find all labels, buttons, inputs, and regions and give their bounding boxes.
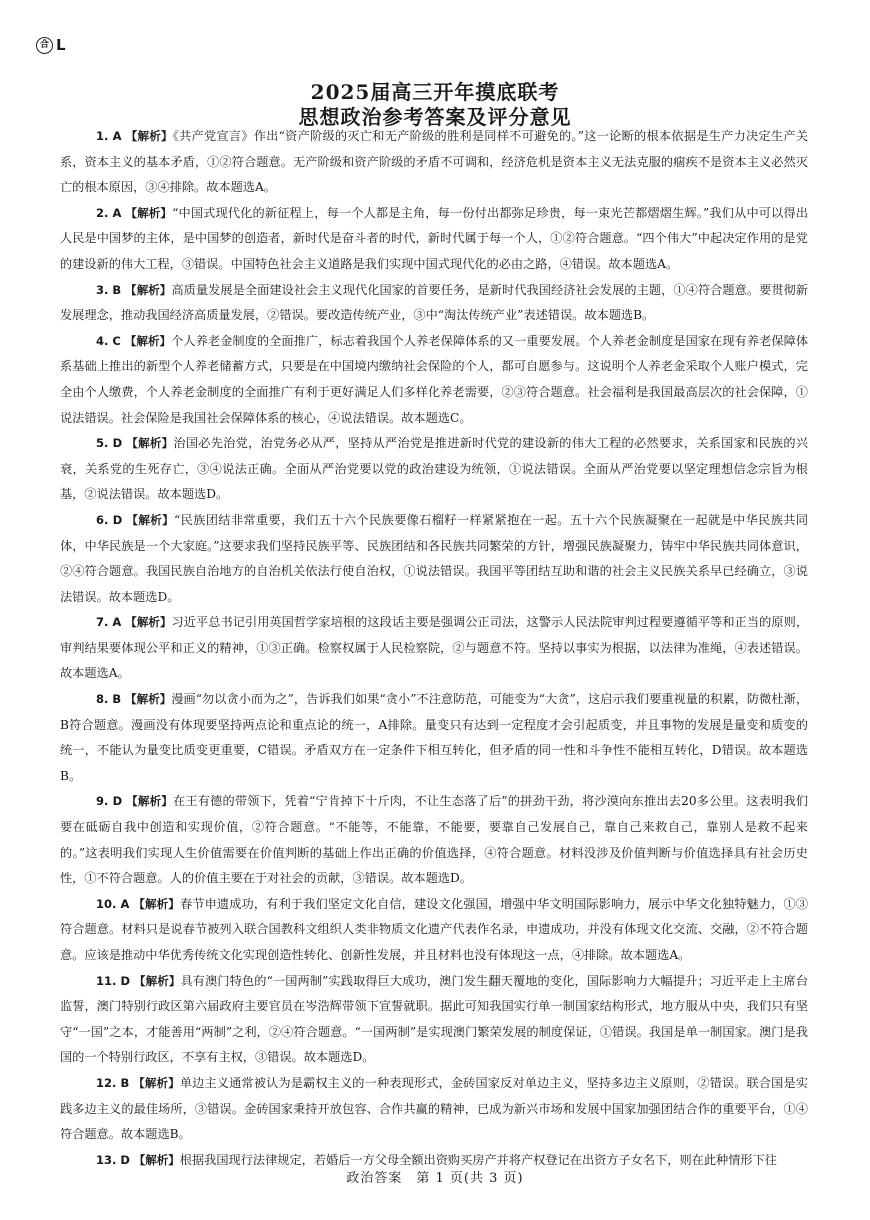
- answer-number: 6. D: [96, 512, 123, 527]
- answer-item: [60, 278, 808, 329]
- analysis-tag: 【解析】: [125, 692, 172, 707]
- answer-item: [60, 329, 808, 431]
- answer-text: “民族团结非常重要，我们五十六个民族要像石榴籽一样紧紧抱在一起。五十六个民族凝聚在一起就是中华民族共同体，中华民族是一个大家庭。”这要求我们坚持民族平等、民族团结和各民族共同繁荣的方针，增强民族凝聚力，铸牢中华民族共同体意识，②④符合题意。我国民族自治地方的自治机关依法行使自治权，①说法错误。我国平等团结互助和谐的社会主义民族关系早已经确立，③说法错误。故本题选D。: [60, 512, 809, 604]
- answer-item: [60, 789, 808, 891]
- answer-number: 10. A: [96, 896, 130, 911]
- answer-item: [60, 610, 808, 687]
- answer-text: 高质量发展是全面建设社会主义现代化国家的首要任务，是新时代我国经济社会发展的主题，①④符合题意。要贯彻新发展理念，推动我国经济高质量发展，②错误。要改造传统产业，③中“淘汰传统产业”表述错误。故本题选B。: [60, 282, 809, 323]
- answer-text: 根据我国现行法律规定，若婚后一方父母全额出资购买房产并将产权登记在出资方子女名下，则在此种情形下往: [179, 1152, 777, 1167]
- answer-item: [60, 969, 808, 1071]
- page-footer: 政治答案 第 1 页(共 3 页): [346, 1171, 524, 1186]
- answer-number: 7. A: [96, 615, 122, 630]
- corner-letter: L: [56, 36, 66, 54]
- analysis-tag: 【解析】: [126, 436, 174, 451]
- answer-number: 11. D: [96, 973, 131, 988]
- answer-item: [60, 892, 808, 969]
- answer-number: 1. A: [96, 129, 122, 143]
- answer-item: [60, 1071, 808, 1148]
- answer-list: [60, 124, 808, 1173]
- analysis-tag: 【解析】: [126, 512, 175, 527]
- answer-number: 8. B: [96, 692, 122, 707]
- answer-item: [60, 124, 808, 201]
- answer-number: 13. D: [96, 1152, 130, 1167]
- answer-item: [60, 431, 808, 508]
- answer-text: 在王有德的带领下，凭着“宁肯掉下十斤肉，不让生态落了后”的拼劲干劲，将沙漠向东推出去20多公里。这表明我们要在砥砺自我中创造和实现价值，②符合题意。“不能等，不能靠，不能要，要靠自己发展自己，靠自己来救自己，靠别人是救不起来的。”这表明我们实现人生价值需要在价值判断的基础上作出正确的价值选择，④符合题意。材料没涉及价值判断与价值选择具有社会历史性，①不符合题意。人的价值主要在于对社会的贡献，③错误。故本题选D。: [60, 794, 809, 886]
- answer-number: 3. B: [96, 282, 122, 297]
- answer-text: 春节申遗成功，有利于我们坚定文化自信，建设文化强国，增强中华文明国际影响力，展示中华文化独特魅力，①③符合题意。材料只是说春节被列入联合国教科文组织人类非物质文化遗产代表作名录，申遗成功，并没有体现文化交流、交融，②不符合题意。应该是推动中华优秀传统文化实现创造性转化、创新性发展，并且材料也没有体现这一点，④排除。故本题选A。: [60, 896, 809, 962]
- answer-text: 习近平总书记引用英国哲学家培根的这段话主要是强调公正司法，这警示人民法院审判过程要遵循平等和正当的原则，审判结果要体现公平和正义的精神，①③正确。检察权属于人民检察院，②与题意不符。坚持以事实为根据，以法律为准绳，④表述错误。故本题选A。: [60, 615, 809, 681]
- answer-text: “中国式现代化的新征程上，每一个人都是主角，每一份付出都弥足珍贵，每一束光芒都熠熠生辉。”我们从中可以得出人民是中国梦的主体，是中国梦的创造者，新时代是奋斗者的时代，新时代属于每一个人，①②符合题意。“四个伟大”中起决定作用的是党的建设新的伟大工程，③错误。中国特色社会主义道路是我们实现中国式现代化的必由之路，④错误。故本题选A。: [60, 205, 809, 271]
- analysis-tag: 【解析】: [125, 129, 173, 143]
- analysis-tag: 【解析】: [134, 973, 181, 988]
- corner-mark: [36, 36, 66, 54]
- answer-number: 5. D: [96, 436, 123, 451]
- answer-number: 12. B: [96, 1075, 130, 1090]
- exam-title: 2025届高三开年摸底联考: [310, 80, 560, 104]
- answer-text: 具有澳门特色的“一国两制”实践取得巨大成功，澳门发生翻天覆地的变化，国际影响力大幅提升；习近平走上主席台监誓，澳门特别行政区第六届政府主要官员在岑浩辉带领下宣誓就职。据此可知我国实行单一制国家结构形式，地方服从中央，我们只有坚守“一国”之本，才能善用“两制”之利，②④符合题意。“一国两制”是实现澳门繁荣发展的制度保证，①错误。我国是单一制国家。澳门是我国的一个特别行政区，不享有主权，③错误。故本题选D。: [60, 973, 809, 1065]
- analysis-tag: 【解析】: [125, 205, 173, 220]
- answer-text: 单边主义通常被认为是霸权主义的一种表现形式，金砖国家反对单边主义，坚持多边主义原则，②错误。联合国是实践多边主义的最佳场所，③错误。金砖国家秉持开放包容、合作共赢的精神，已成为新兴市场和发展中国家加强团结合作的重要平台，①④符合题意。故本题选B。: [60, 1075, 809, 1142]
- answer-text: 治国必先治党，治党务必从严，坚持从严治党是推进新时代党的建设新的伟大工程的必然要求，关系国家和民族的兴衰，关系党的生死存亡，③④说法正确。全面从严治党要以党的政治建设为统领，①说法错误。全面从严治党要以坚定理想信念宗旨为根基，②说法错误。故本题选D。: [60, 436, 809, 502]
- answer-text: 《共产党宣言》作出“资产阶级的灭亡和无产阶级的胜利是同样不可避免的。”这一论断的根本依据是生产力决定生产关系，资本主义的基本矛盾，①②符合题意。无产阶级和资产阶级的矛盾不可调和，经济危机是资本主义无法克服的痼疾不是资本主义必然灭亡的根本原因，③④排除。故本题选A。: [60, 129, 809, 195]
- answer-text: 个人养老金制度的全面推广，标志着我国个人养老保障体系的又一重要发展。个人养老金制度是国家在现有养老保障体系基础上推出的新型个人养老储蓄方式，只要是在中国境内缴纳社会保险的个人，都可自愿参与。这说明个人养老金采取个人账户模式，完全由个人缴费，个人养老金制度的全面推广有利于更好满足人们多样化养老需要，②③符合题意。社会福利是我国最高层次的社会保障，①说法错误。社会保险是我国社会保障体系的核心，④说法错误。故本题选C。: [60, 333, 809, 425]
- circled-mark-icon: 合: [36, 37, 53, 54]
- analysis-tag: 【解析】: [133, 1075, 180, 1090]
- answer-number: 2. A: [96, 205, 122, 220]
- analysis-tag: 【解析】: [125, 615, 172, 630]
- answer-item: [60, 201, 808, 278]
- analysis-tag: 【解析】: [126, 794, 173, 809]
- analysis-tag: 【解析】: [124, 333, 172, 348]
- answer-item: [60, 687, 808, 789]
- answer-text: 漫画“勿以贪小而为之”，告诉我们如果“贪小”不注意防范，可能变为“大贪”，这启示我们要重视量的积累，防微杜渐，B符合题意。漫画没有体现要坚持两点论和重点论的统一，A排除。量变只有达到一定程度才会引起质变，并且事物的发展是量变和质变的统一，不能认为量变比质变更重要，C错误。矛盾双方在一定条件下相互转化，但矛盾的同一性和斗争性不能相互转化，D错误。故本题选B。: [60, 692, 809, 783]
- answer-item: [60, 508, 808, 610]
- answer-key-title: 思想政治参考答案及评分意见: [298, 105, 572, 129]
- analysis-tag: 【解析】: [133, 1152, 180, 1167]
- answer-number: 9. D: [96, 794, 123, 809]
- analysis-tag: 【解析】: [133, 896, 180, 911]
- answer-number: 4. C: [96, 333, 121, 348]
- analysis-tag: 【解析】: [125, 282, 172, 297]
